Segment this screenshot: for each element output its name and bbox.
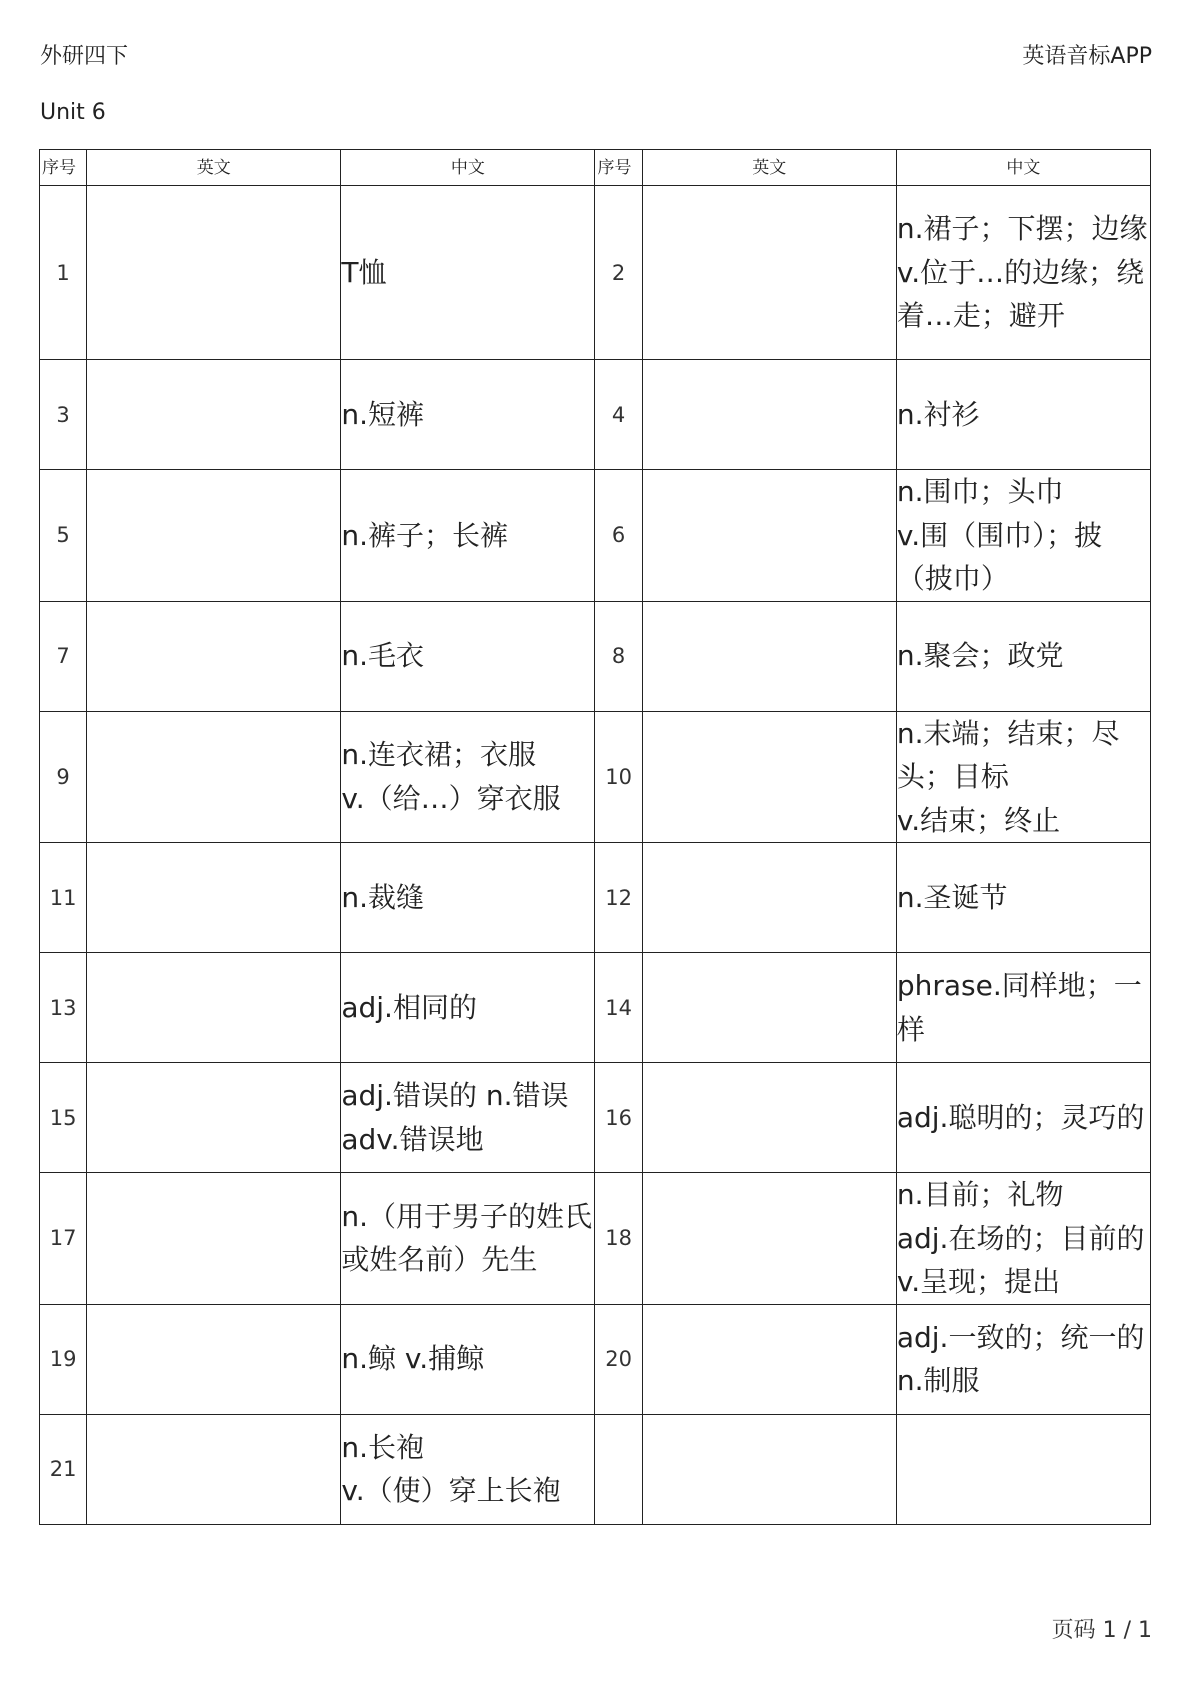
- table-row: [40, 1173, 1151, 1305]
- index-cell: 6: [595, 470, 642, 602]
- chinese-cell: n.圣诞节: [896, 843, 1150, 953]
- index-cell: 2: [595, 186, 642, 360]
- table-row: [40, 1063, 1151, 1173]
- table-row: [40, 1414, 1151, 1524]
- chinese-cell: n.短裤: [341, 360, 595, 470]
- index-cell: 3: [40, 360, 87, 470]
- index-cell: 4: [595, 360, 642, 470]
- index-cell: 7: [40, 601, 87, 711]
- english-cell: [87, 1063, 341, 1173]
- chinese-cell: n.裁缝: [341, 843, 595, 953]
- table-row: [40, 360, 1151, 470]
- table-row: [40, 470, 1151, 602]
- chinese-cell: n.裤子；长裤: [341, 470, 595, 602]
- table-row: [40, 1304, 1151, 1414]
- english-cell: [642, 1304, 896, 1414]
- english-cell: [642, 360, 896, 470]
- english-cell: [642, 711, 896, 843]
- english-cell: [642, 186, 896, 360]
- index-cell: 17: [40, 1173, 87, 1305]
- index-cell: 9: [40, 711, 87, 843]
- english-cell: [87, 953, 341, 1063]
- chinese-cell: n.（用于男子的姓氏或姓名前）先生: [341, 1173, 595, 1305]
- chinese-cell: n.裙子；下摆；边缘 v.位于…的边缘；绕着…走；避开: [896, 186, 1150, 360]
- unit-title: Unit 6: [40, 100, 106, 125]
- english-cell: [87, 470, 341, 602]
- english-cell: [642, 1173, 896, 1305]
- header-app-name: 英语音标APP: [1022, 44, 1152, 69]
- chinese-cell: phrase.同样地；一样: [896, 953, 1150, 1063]
- index-cell: 14: [595, 953, 642, 1063]
- index-cell: 12: [595, 843, 642, 953]
- page-number: 页码 1 / 1: [1051, 1618, 1152, 1643]
- index-cell: 21: [40, 1414, 87, 1524]
- english-cell: [87, 1414, 341, 1524]
- chinese-cell: [896, 1414, 1150, 1524]
- table-row: [40, 186, 1151, 360]
- chinese-cell: adj.一致的；统一的 n.制服: [896, 1304, 1150, 1414]
- english-cell: [642, 470, 896, 602]
- english-cell: [642, 843, 896, 953]
- english-cell: [87, 1304, 341, 1414]
- index-cell: 13: [40, 953, 87, 1063]
- index-cell: 5: [40, 470, 87, 602]
- header-chinese-right: 中文: [896, 150, 1150, 186]
- english-cell: [642, 1414, 896, 1524]
- header-english-right: 英文: [642, 150, 896, 186]
- english-cell: [642, 953, 896, 1063]
- chinese-cell: n.连衣裙；衣服 v.（给…）穿衣服: [341, 711, 595, 843]
- english-cell: [87, 711, 341, 843]
- index-cell: 8: [595, 601, 642, 711]
- english-cell: [87, 601, 341, 711]
- chinese-cell: n.长袍 v.（使）穿上长袍: [341, 1414, 595, 1524]
- chinese-cell: n.末端；结束；尽头；目标 v.结束；终止: [896, 711, 1150, 843]
- header-english-left: 英文: [87, 150, 341, 186]
- chinese-cell: n.毛衣: [341, 601, 595, 711]
- index-cell: 18: [595, 1173, 642, 1305]
- table-row: [40, 601, 1151, 711]
- chinese-cell: T恤: [341, 186, 595, 360]
- header-index-left: 序号: [40, 150, 87, 186]
- table-header-row: [40, 150, 1151, 186]
- chinese-cell: adj.相同的: [341, 953, 595, 1063]
- chinese-cell: n.聚会；政党: [896, 601, 1150, 711]
- chinese-cell: n.目前；礼物 adj.在场的；目前的 v.呈现；提出: [896, 1173, 1150, 1305]
- english-cell: [87, 360, 341, 470]
- table-row: [40, 953, 1151, 1063]
- index-cell: [595, 1414, 642, 1524]
- index-cell: 20: [595, 1304, 642, 1414]
- index-cell: 15: [40, 1063, 87, 1173]
- index-cell: 1: [40, 186, 87, 360]
- vocabulary-table: [39, 149, 1151, 1525]
- index-cell: 11: [40, 843, 87, 953]
- header-chinese-left: 中文: [341, 150, 595, 186]
- chinese-cell: n.鲸 v.捕鲸: [341, 1304, 595, 1414]
- index-cell: 19: [40, 1304, 87, 1414]
- english-cell: [87, 186, 341, 360]
- index-cell: 16: [595, 1063, 642, 1173]
- chinese-cell: adj.错误的 n.错误 adv.错误地: [341, 1063, 595, 1173]
- table-row: [40, 711, 1151, 843]
- english-cell: [642, 601, 896, 711]
- chinese-cell: n.衬衫: [896, 360, 1150, 470]
- english-cell: [87, 1173, 341, 1305]
- header-index-right: 序号: [595, 150, 642, 186]
- index-cell: 10: [595, 711, 642, 843]
- english-cell: [87, 843, 341, 953]
- english-cell: [642, 1063, 896, 1173]
- header-book-title: 外研四下: [40, 44, 129, 69]
- chinese-cell: adj.聪明的；灵巧的: [896, 1063, 1150, 1173]
- chinese-cell: n.围巾；头巾 v.围（围巾）；披（披巾）: [896, 470, 1150, 602]
- table-row: [40, 843, 1151, 953]
